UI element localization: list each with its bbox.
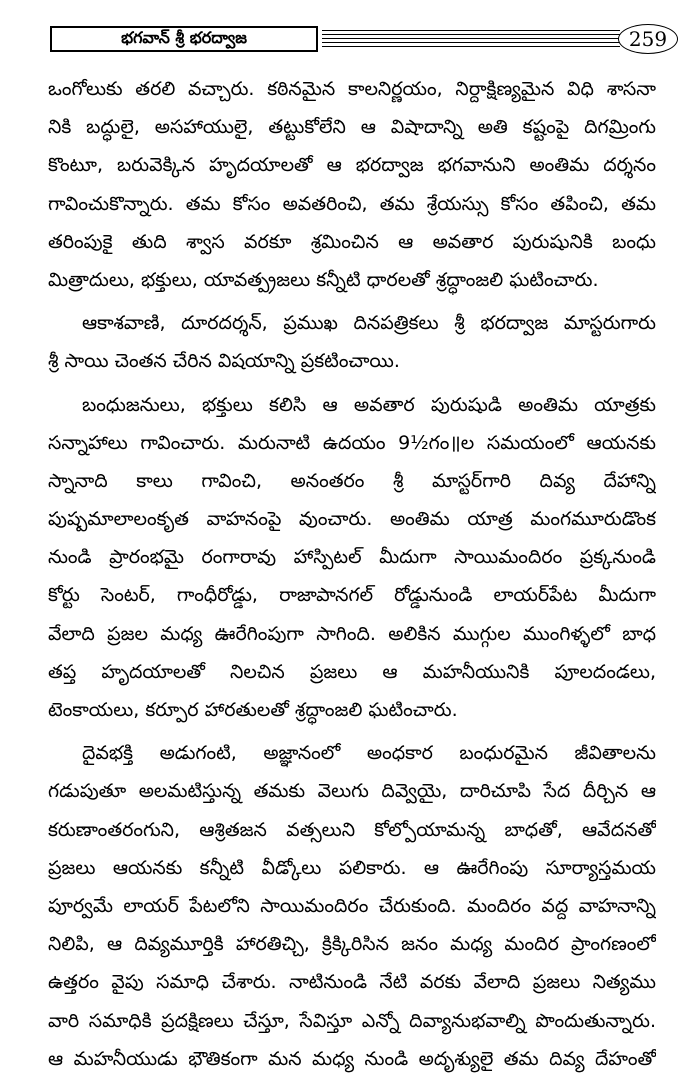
text-line: పుష్పమాలాలంకృత వాహనంపై వుంచారు. అంతిమ యాత్ర మంగమూరుడొంక <box>48 508 656 531</box>
page-header <box>50 26 668 56</box>
text-line: శ్రీ సాయి చెంతన చేరిన విషయాన్ని ప్రకటించాయి. <box>48 350 400 373</box>
text-line: వారి సమాధికి ప్రదక్షిణలు చేస్తూ, సేవిస్తూ ఎన్నో దివ్యానుభవాల్ని పొందుతున్నారు. <box>48 1009 656 1032</box>
text-line: నుండి ప్రారంభమై రంగారావు హాస్పిటల్ మీదుగా సాయిమందిరం ప్రక్కనుండి <box>48 546 656 569</box>
text-line: కరుణాంతరంగుని, ఆశ్రితజన వత్సలుని కోల్పోయామన్న బాధతో, ఆవేదనతో <box>48 818 656 841</box>
text-line: బంధుజనులు, భక్తులు కలిసి ఆ అవతార పురుషుడి అంతిమ యాత్రకు <box>82 393 656 416</box>
text-line: నికి బద్ధులై, అసహాయులై, తట్టుకోలేని ఆ విషాదాన్ని అతి కష్టంపై దిగమ్రింగు <box>48 116 656 139</box>
text-line: టెంకాయలు, కర్పూర హారతులతో శ్రద్ధాంజలి ఘటించారు. <box>48 699 458 721</box>
text-line: మిత్రాదులు, భక్తులు, యావత్ప్రజలు కన్నీటి ధారలతో శ్రద్ధాంజలి ఘటించారు. <box>48 268 599 291</box>
text-line: ఉత్తరం వైపు సమాధి చేశారు. నాటినుండి నేటి వరకు వేలాది ప్రజలు నిత్యము <box>48 971 656 994</box>
text-line: తరింపుకై తుది శ్వాస వరకూ శ్రమించిన ఆ అవతార పురుషునికి బంధు <box>48 230 656 253</box>
text-line: పూర్వమే లాయర్ పేటలోని సాయిమందిరం చేరుకుంది. మందిరం వద్ద వాహనాన్ని <box>48 894 656 917</box>
page-number: 259 <box>618 24 678 54</box>
text-line: ప్రజలు ఆయనకు కన్నీటి వీడ్కోలు పలికారు. ఆ ఊరేగింపు సూర్యాస్తమయ <box>48 856 656 879</box>
text-line: తప్త హృదయాలతో నిలచిన ప్రజలు ఆ మహనీయునికి పూలదండలు, <box>48 660 656 683</box>
paragraph-1 <box>48 70 656 299</box>
text-line: నిలిపి, ఆ దివ్యమూర్తికి హారతిచ్చి, క్రిక్కిరిసిన జనం మధ్య మందిర ప్రాంగణంలో <box>48 933 656 956</box>
text-line: ఒంగోలుకు తరలి వచ్చారు. కఠినమైన కాలనిర్ణయం, నిర్దాక్షిణ్యమైన విధి శాసనా <box>48 78 656 100</box>
body-text <box>48 70 656 1073</box>
text-line: స్నానాది కాలు గావించి, అనంతరం శ్రీ మాస్టర్‌గారి దివ్య దేహాన్ని <box>48 469 656 492</box>
text-line: ఆ మహనీయుడు భౌతికంగా మన మధ్య నుండి అదృశ్యులై తమ దివ్య దేహంతో <box>48 1047 656 1070</box>
header-rule-lines <box>322 30 620 50</box>
paragraph-4 <box>48 734 656 1073</box>
text-line: దైవభక్తి అడుగంటి, అజ్ఞానంలో అంధకార బంధురమైన జీవితాలను <box>82 742 656 765</box>
paragraph-3 <box>48 386 656 730</box>
text-line: గావించుకొన్నారు. తమ కోసం అవతరించి, తమ శ్రేయస్సు కోసం తపించి, తమ <box>48 192 656 215</box>
running-title: భగవాన్ శ్రీ భరద్వాజ <box>50 26 318 52</box>
text-line: కొంటూ, బరువెక్కిన హృదయాలతో ఆ భరద్వాజ భగవానుని అంతిమ దర్శనం <box>48 154 656 177</box>
text-line: గడుపుతూ అలమటిస్తున్న తమకు వెలుగు దివ్వెయై, దారిచూపి సేద దీర్చిన ఆ <box>48 780 656 803</box>
text-line: వేలాది ప్రజల మధ్య ఊరేగింపుగా సాగింది. అలికిన ముగ్గుల ముంగిళ్ళలో బాధ <box>48 622 656 645</box>
text-line: కోర్టు సెంటర్, గాంధీరోడ్డు, రాజాపానగల్ రోడ్డునుండి లాయర్‌పేట మీదుగా <box>48 584 656 607</box>
text-line: సన్నాహాలు గావించారు. మరునాటి ఉదయం 9½గం॥ల సమయంలో ఆయనకు <box>48 431 656 454</box>
paragraph-2 <box>48 304 656 380</box>
text-line: ఆకాశవాణి, దూరదర్శన్, ప్రముఖ దినపత్రికలు శ్రీ భరద్వాజ మాస్టరుగారు <box>82 312 656 335</box>
